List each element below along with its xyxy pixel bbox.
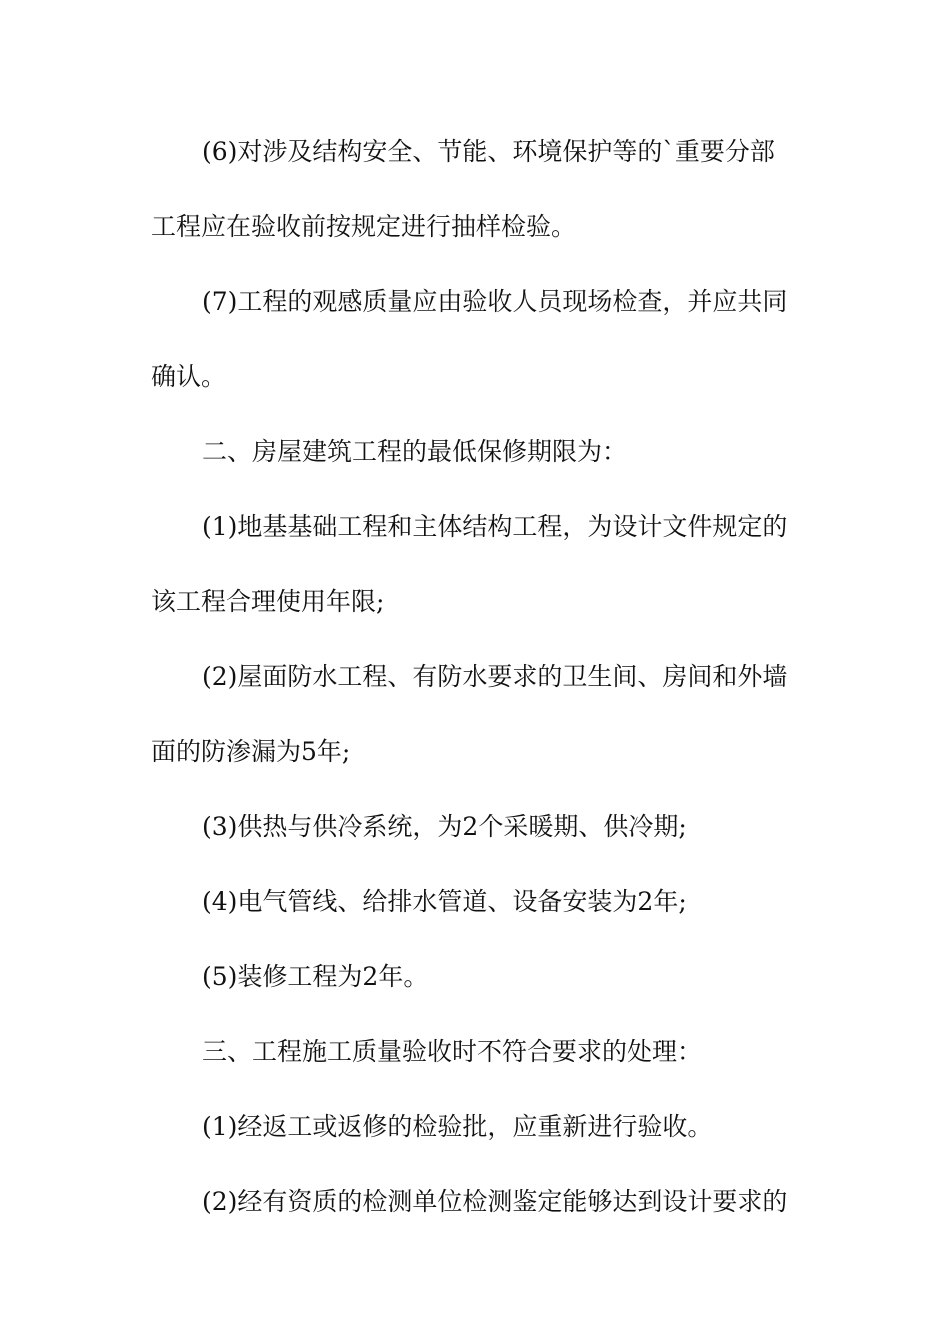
- paragraph-line: (1)经返工或返修的检验批，应重新进行验收。: [202, 1112, 713, 1141]
- paragraph-line: (7)工程的观感质量应由验收人员现场检查，并应共同: [202, 287, 788, 316]
- paragraph-line: (1)地基基础工程和主体结构工程，为设计文件规定的: [202, 512, 788, 541]
- paragraph-line: 面的防渗漏为5年;: [151, 737, 351, 766]
- paragraph-line: 该工程合理使用年限;: [151, 587, 385, 616]
- paragraph-line: 确认。: [151, 362, 227, 391]
- paragraph-line: (4)电气管线、给排水管道、设备安装为2年;: [202, 887, 687, 916]
- paragraph-line: 工程应在验收前按规定进行抽样检验。: [151, 212, 577, 241]
- paragraph-line: (2)屋面防水工程、有防水要求的卫生间、房间和外墙: [202, 662, 788, 691]
- paragraph-line: (2)经有资质的检测单位检测鉴定能够达到设计要求的: [202, 1187, 788, 1216]
- paragraph-line: (5)装修工程为2年。: [202, 962, 429, 991]
- section-heading: 三、工程施工质量验收时不符合要求的处理：: [202, 1037, 703, 1066]
- paragraph-line: (3)供热与供冷系统，为2个采暖期、供冷期;: [202, 812, 687, 841]
- paragraph-line: (6)对涉及结构安全、节能、环境保护等的`重要分部: [202, 137, 775, 166]
- section-heading: 二、房屋建筑工程的最低保修期限为：: [202, 437, 628, 466]
